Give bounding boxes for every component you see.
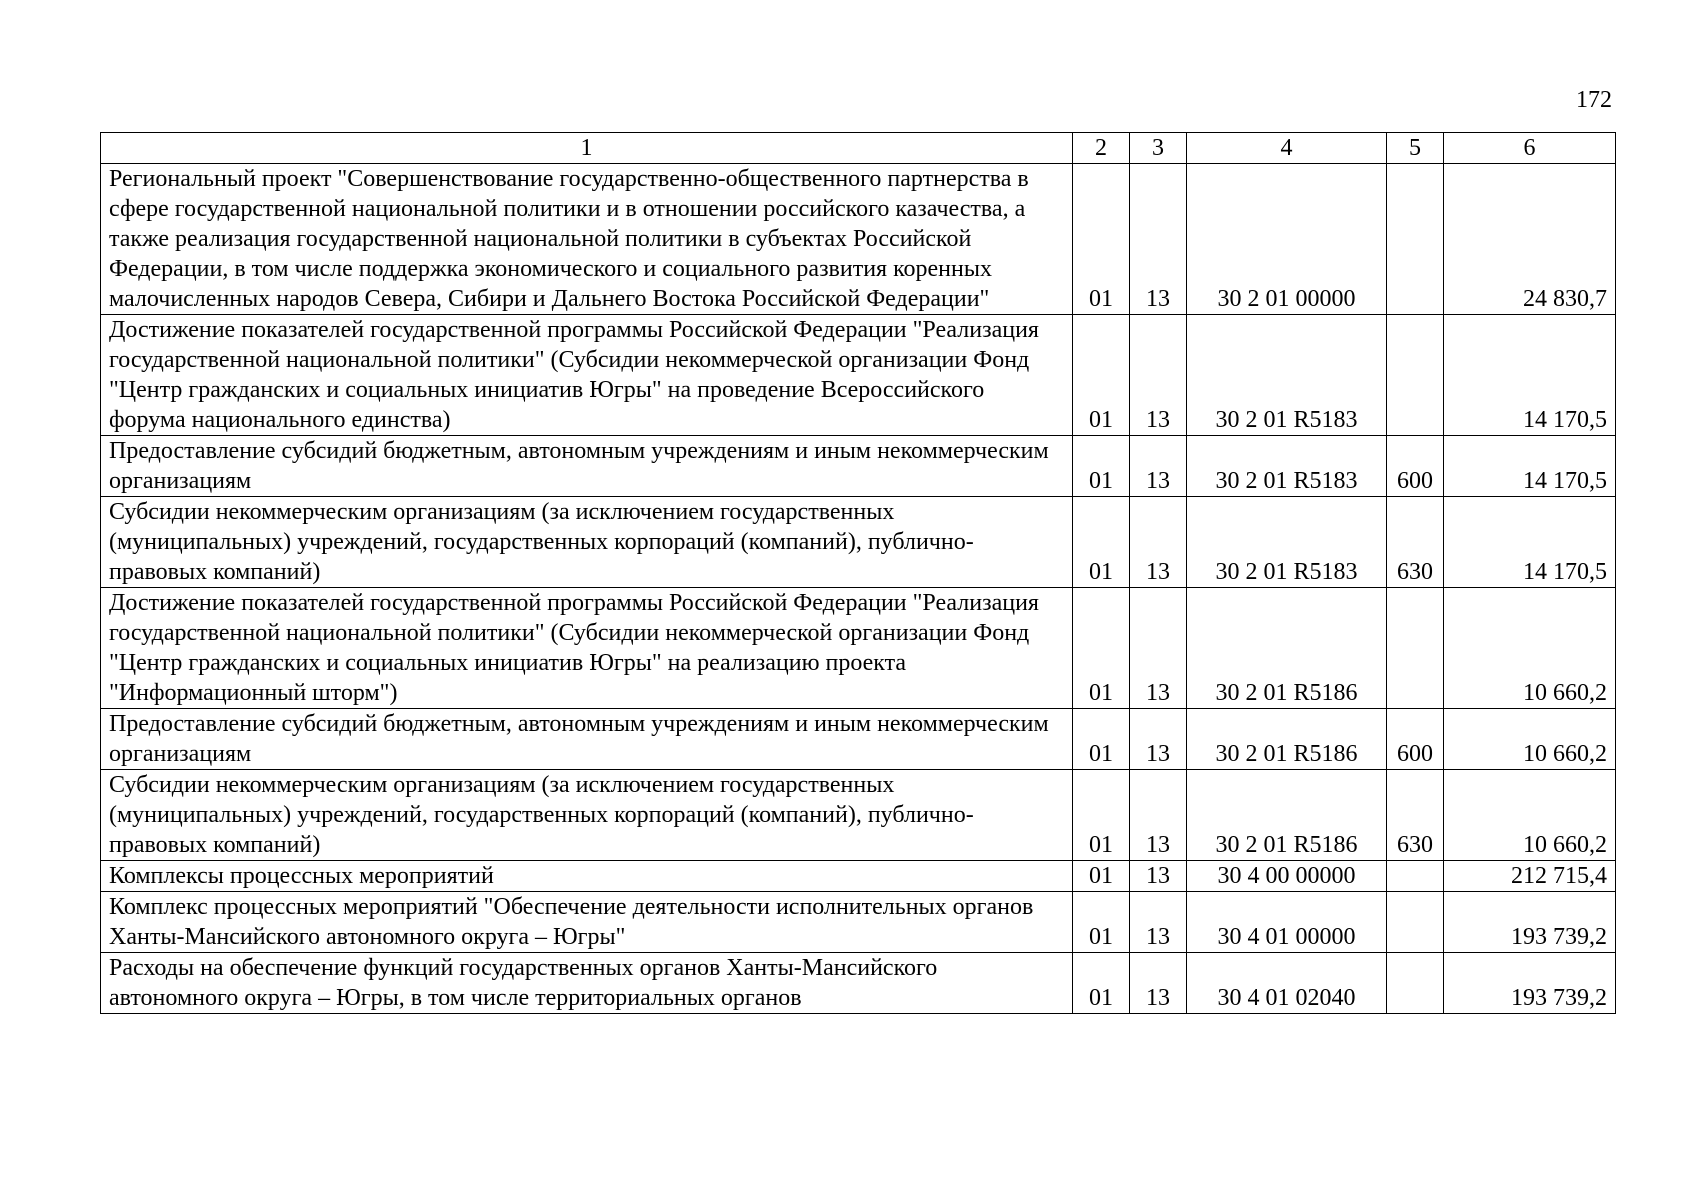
row-section: 01 — [1073, 770, 1130, 861]
row-amount: 212 715,4 — [1444, 861, 1616, 892]
row-name: Субсидии некоммерческим организациям (за исключением государственных (муниципальных) учреждений, государственных корпораций (компаний), публично-правовых компаний) — [101, 770, 1073, 861]
table-row — [101, 164, 1616, 315]
row-amount: 10 660,2 — [1444, 588, 1616, 709]
row-name: Региональный проект "Совершенствование государственно-общественного партнерства в сфере государственной национальной политики и в отношении российского казачества, а также реализация государственной национальной политики в субъектах Российской Федерации, в том числе поддержка экономического и социального развития коренных малочисленных народов Севера, Сибири и Дальнего Востока Российской Федерации" — [101, 164, 1073, 315]
row-amount: 24 830,7 — [1444, 164, 1616, 315]
header-col-2: 2 — [1073, 133, 1130, 164]
row-expense-type: 600 — [1387, 436, 1444, 497]
row-amount: 14 170,5 — [1444, 436, 1616, 497]
row-target-code: 30 4 00 00000 — [1187, 861, 1387, 892]
row-name: Предоставление субсидий бюджетным, автономным учреждениям и иным некоммерческим организациям — [101, 709, 1073, 770]
row-amount: 193 739,2 — [1444, 953, 1616, 1014]
row-section: 01 — [1073, 709, 1130, 770]
table-row — [101, 953, 1616, 1014]
row-expense-type — [1387, 892, 1444, 953]
header-col-6: 6 — [1444, 133, 1616, 164]
page-number: 172 — [1576, 87, 1612, 113]
row-section: 01 — [1073, 588, 1130, 709]
header-col-4: 4 — [1187, 133, 1387, 164]
row-name: Предоставление субсидий бюджетным, автономным учреждениям и иным некоммерческим организациям — [101, 436, 1073, 497]
row-section: 01 — [1073, 953, 1130, 1014]
table-body — [101, 164, 1616, 1014]
row-subsection: 13 — [1130, 436, 1187, 497]
row-target-code: 30 4 01 02040 — [1187, 953, 1387, 1014]
table-header — [101, 133, 1616, 164]
row-subsection: 13 — [1130, 315, 1187, 436]
row-target-code: 30 2 01 R5183 — [1187, 436, 1387, 497]
row-expense-type — [1387, 315, 1444, 436]
header-col-5: 5 — [1387, 133, 1444, 164]
table-row — [101, 892, 1616, 953]
row-subsection: 13 — [1130, 861, 1187, 892]
header-col-3: 3 — [1130, 133, 1187, 164]
row-amount: 10 660,2 — [1444, 709, 1616, 770]
row-section: 01 — [1073, 497, 1130, 588]
row-section: 01 — [1073, 861, 1130, 892]
table-row — [101, 588, 1616, 709]
row-target-code: 30 2 01 R5183 — [1187, 497, 1387, 588]
row-subsection: 13 — [1130, 770, 1187, 861]
row-expense-type — [1387, 861, 1444, 892]
row-expense-type: 600 — [1387, 709, 1444, 770]
row-target-code: 30 2 01 R5183 — [1187, 315, 1387, 436]
header-col-1: 1 — [101, 133, 1073, 164]
table-row — [101, 315, 1616, 436]
row-subsection: 13 — [1130, 953, 1187, 1014]
row-subsection: 13 — [1130, 892, 1187, 953]
row-target-code: 30 2 01 R5186 — [1187, 588, 1387, 709]
row-section: 01 — [1073, 164, 1130, 315]
row-expense-type — [1387, 164, 1444, 315]
row-subsection: 13 — [1130, 588, 1187, 709]
row-target-code: 30 2 01 R5186 — [1187, 770, 1387, 861]
row-expense-type — [1387, 953, 1444, 1014]
row-name: Субсидии некоммерческим организациям (за исключением государственных (муниципальных) учреждений, государственных корпораций (компаний), публично-правовых компаний) — [101, 497, 1073, 588]
row-name: Расходы на обеспечение функций государственных органов Ханты-Мансийского автономного округа – Югры, в том числе территориальных органов — [101, 953, 1073, 1014]
table-row — [101, 770, 1616, 861]
row-name: Достижение показателей государственной программы Российской Федерации "Реализация государственной национальной политики" (Субсидии некоммерческой организации Фонд "Центр гражданских и социальных инициатив Югры" на реализацию проекта "Информационный шторм") — [101, 588, 1073, 709]
header-row — [101, 133, 1616, 164]
row-amount: 14 170,5 — [1444, 315, 1616, 436]
row-subsection: 13 — [1130, 709, 1187, 770]
row-section: 01 — [1073, 892, 1130, 953]
row-name: Достижение показателей государственной программы Российской Федерации "Реализация государственной национальной политики" (Субсидии некоммерческой организации Фонд "Центр гражданских и социальных инициатив Югры" на проведение Всероссийского форума национального единства) — [101, 315, 1073, 436]
row-subsection: 13 — [1130, 497, 1187, 588]
table-row — [101, 497, 1616, 588]
row-amount: 10 660,2 — [1444, 770, 1616, 861]
row-expense-type — [1387, 588, 1444, 709]
row-section: 01 — [1073, 315, 1130, 436]
budget-table — [100, 132, 1616, 1014]
table-row — [101, 436, 1616, 497]
row-name: Комплексы процессных мероприятий — [101, 861, 1073, 892]
row-target-code: 30 2 01 R5186 — [1187, 709, 1387, 770]
row-expense-type: 630 — [1387, 497, 1444, 588]
row-amount: 193 739,2 — [1444, 892, 1616, 953]
row-subsection: 13 — [1130, 164, 1187, 315]
row-expense-type: 630 — [1387, 770, 1444, 861]
row-section: 01 — [1073, 436, 1130, 497]
table-row — [101, 709, 1616, 770]
row-target-code: 30 4 01 00000 — [1187, 892, 1387, 953]
row-name: Комплекс процессных мероприятий "Обеспечение деятельности исполнительных органов Ханты-Мансийского автономного округа – Югры" — [101, 892, 1073, 953]
row-amount: 14 170,5 — [1444, 497, 1616, 588]
table-row — [101, 861, 1616, 892]
row-target-code: 30 2 01 00000 — [1187, 164, 1387, 315]
